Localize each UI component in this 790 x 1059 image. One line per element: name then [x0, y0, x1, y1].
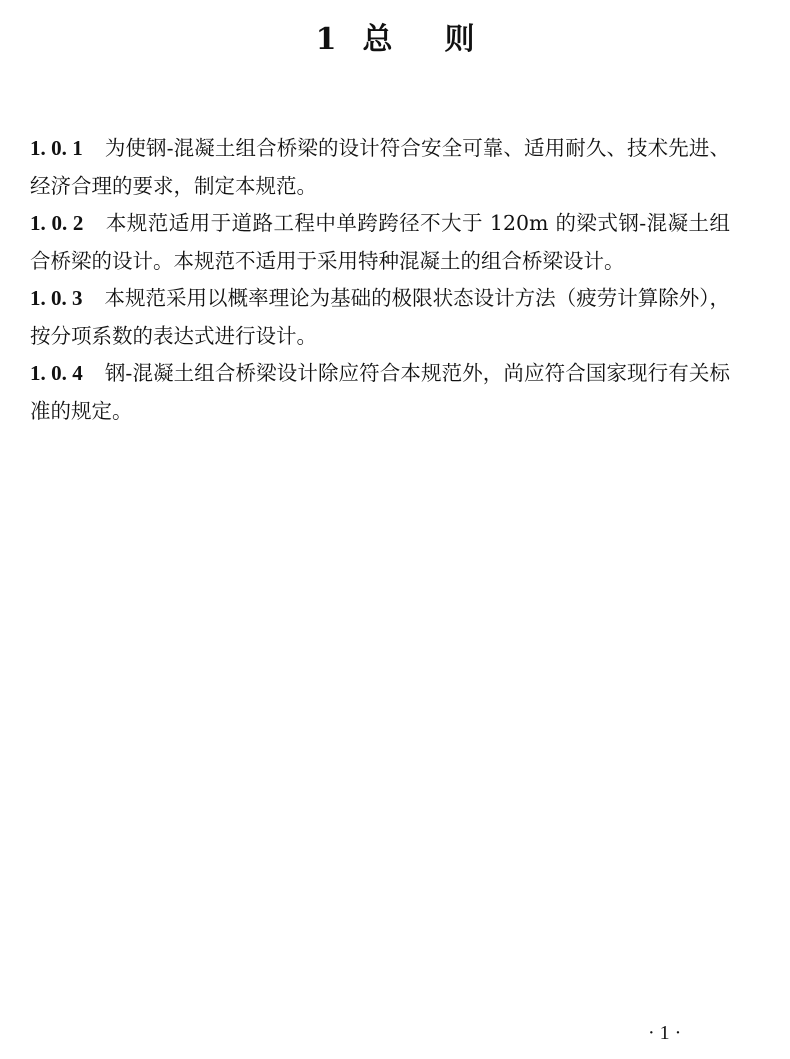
clause-number: 1. 0. 3 [30, 286, 83, 310]
clause-number: 1. 0. 2 [30, 211, 84, 235]
chapter-number: 1 [315, 22, 337, 57]
clause-number: 1. 0. 1 [30, 136, 83, 160]
clause-1-0-3 [30, 280, 730, 355]
chapter-title-char-2: 则 [444, 22, 475, 57]
clause-number: 1. 0. 4 [30, 361, 83, 385]
clause-1-0-2 [30, 205, 730, 280]
chapter-title [0, 18, 790, 62]
clause-1-0-1 [30, 130, 730, 205]
clause-list [30, 130, 730, 430]
chapter-title-char-1: 总 [362, 22, 393, 57]
clause-text: 为使钢-混凝土组合桥梁的设计符合安全可靠、适用耐久、技术先进、经济合理的要求，制定本规范。 [30, 136, 730, 198]
page-number: · 1 · [648, 1022, 682, 1044]
clause-text: 本规范采用以概率理论为基础的极限状态设计方法（疲劳计算除外），按分项系数的表达式进行设计。 [30, 286, 730, 348]
clause-text: 钢-混凝土组合桥梁设计除应符合本规范外，尚应符合国家现行有关标准的规定。 [30, 361, 730, 423]
clause-1-0-4 [30, 355, 730, 430]
clause-text: 本规范适用于道路工程中单跨跨径不大于 120m 的梁式钢-混凝土组合桥梁的设计。本规范不适用于采用特种混凝土的组合桥梁设计。 [30, 211, 730, 273]
